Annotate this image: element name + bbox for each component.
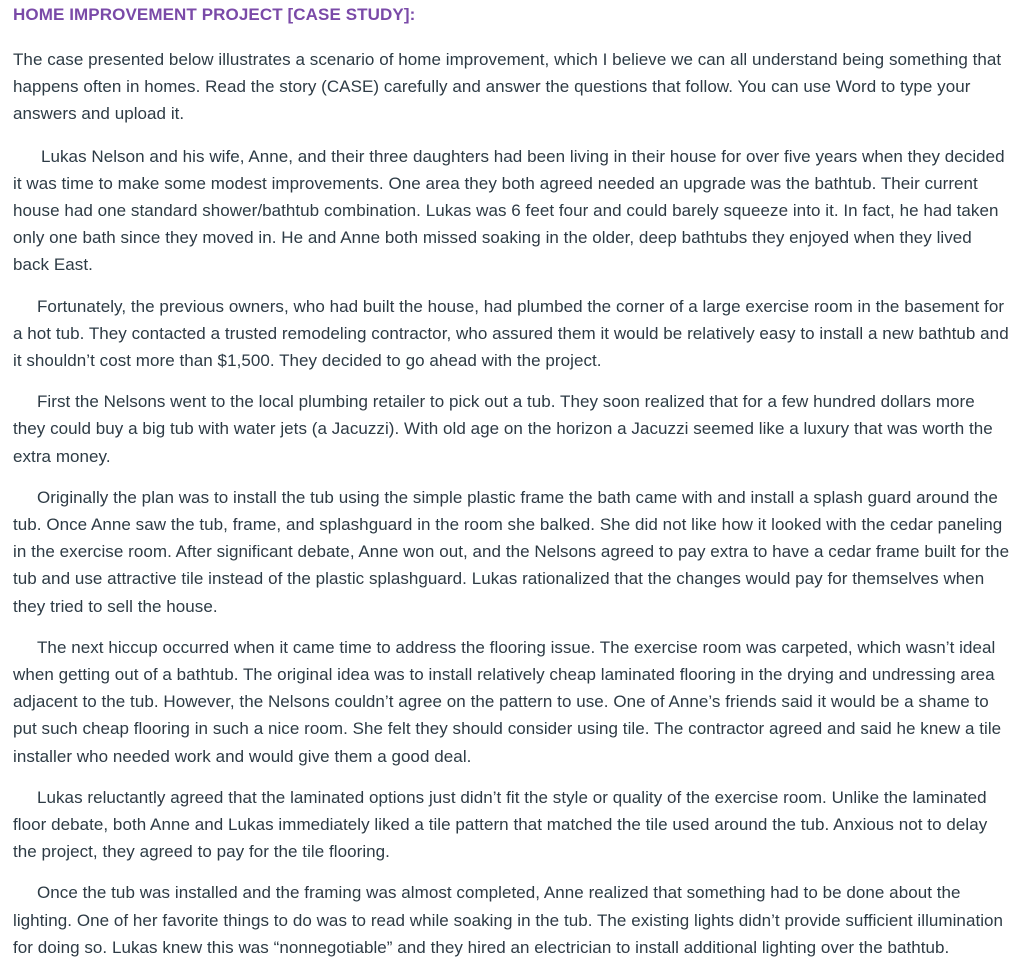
- case-paragraph-1: Lukas Nelson and his wife, Anne, and their three daughters had been living in their house for over five years when they decided it was time to make some modest improvements. One area they both agreed needed an upgrade was the bathtub. Their current house had one standard shower/bathtub combination. Lukas was 6 feet four and could barely squeeze into it. In fact, he had taken only one bath since they moved in. He and Anne both missed soaking in the older, deep bathtubs they enjoyed when they lived back East.: [13, 146, 1005, 275]
- case-paragraph-3: First the Nelsons went to the local plumbing retailer to pick out a tub. They soon realized that for a few hundred dollars more they could buy a big tub with water jets (a Jacuzzi). With old age on the horizon a Jacuzzi seemed like a luxury that was worth the extra money.: [13, 392, 993, 466]
- case-paragraph-5: The next hiccup occurred when it came time to address the flooring issue. The exercise room was carpeted, which wasn’t ideal when getting out of a bathtub. The original idea was to install relatively cheap laminated flooring in the drying and undressing area adjacent to the tub. However, the Nelsons couldn’t agree on the pattern to use. One of Anne’s friends said it would be a shame to put such cheap flooring in such a nice room. She felt they should consider using tile. The contractor agreed and said he knew a tile installer who needed work and would give them a good deal.: [13, 637, 1002, 766]
- case-paragraph-4: Originally the plan was to install the tub using the simple plastic frame the bath came with and install a splash guard around the tub. Once Anne saw the tub, frame, and splashguard in the room she balked. She did not like how it looked with the cedar paneling in the exercise room. After significant debate, Anne won out, and the Nelsons agreed to pay extra to have a cedar frame built for the tub and use attractive tile instead of the plastic splashguard. Lukas rationalized that the changes would pay for themselves when they tried to sell the house.: [13, 487, 1010, 616]
- page-title: HOME IMPROVEMENT PROJECT [CASE STUDY]:: [13, 5, 416, 24]
- case-paragraph-7: Once the tub was installed and the framing was almost completed, Anne realized that something had to be done about the lighting. One of her favorite things to do was to read while soaking in the tub. The existing lights didn’t provide sufficient illumination for doing so. Lukas knew this was “nonnegotiable” and they hired an electrician to install additional lighting over the bathtub.: [13, 883, 1004, 957]
- intro-paragraph: The case presented below illustrates a scenario of home improvement, which I believe we can all understand being something that happens often in homes. Read the story (CASE) carefully and answer the questions that follow. You can use Word to type your answers and upload it.: [13, 50, 1002, 124]
- case-paragraph-2: Fortunately, the previous owners, who had built the house, had plumbed the corner of a large exercise room in the basement for a hot tub. They contacted a trusted remodeling contractor, who assured them it would be relatively easy to install a new bathtub and it shouldn’t cost more than $1,500. They decided to go ahead with the project.: [13, 296, 1009, 371]
- case-paragraph-6: Lukas reluctantly agreed that the laminated options just didn’t fit the style or quality of the exercise room. Unlike the laminated floor debate, both Anne and Lukas immediately liked a tile pattern that matched the tile used around the tub. Anxious not to delay the project, they agreed to pay for the tile flooring.: [13, 787, 988, 862]
